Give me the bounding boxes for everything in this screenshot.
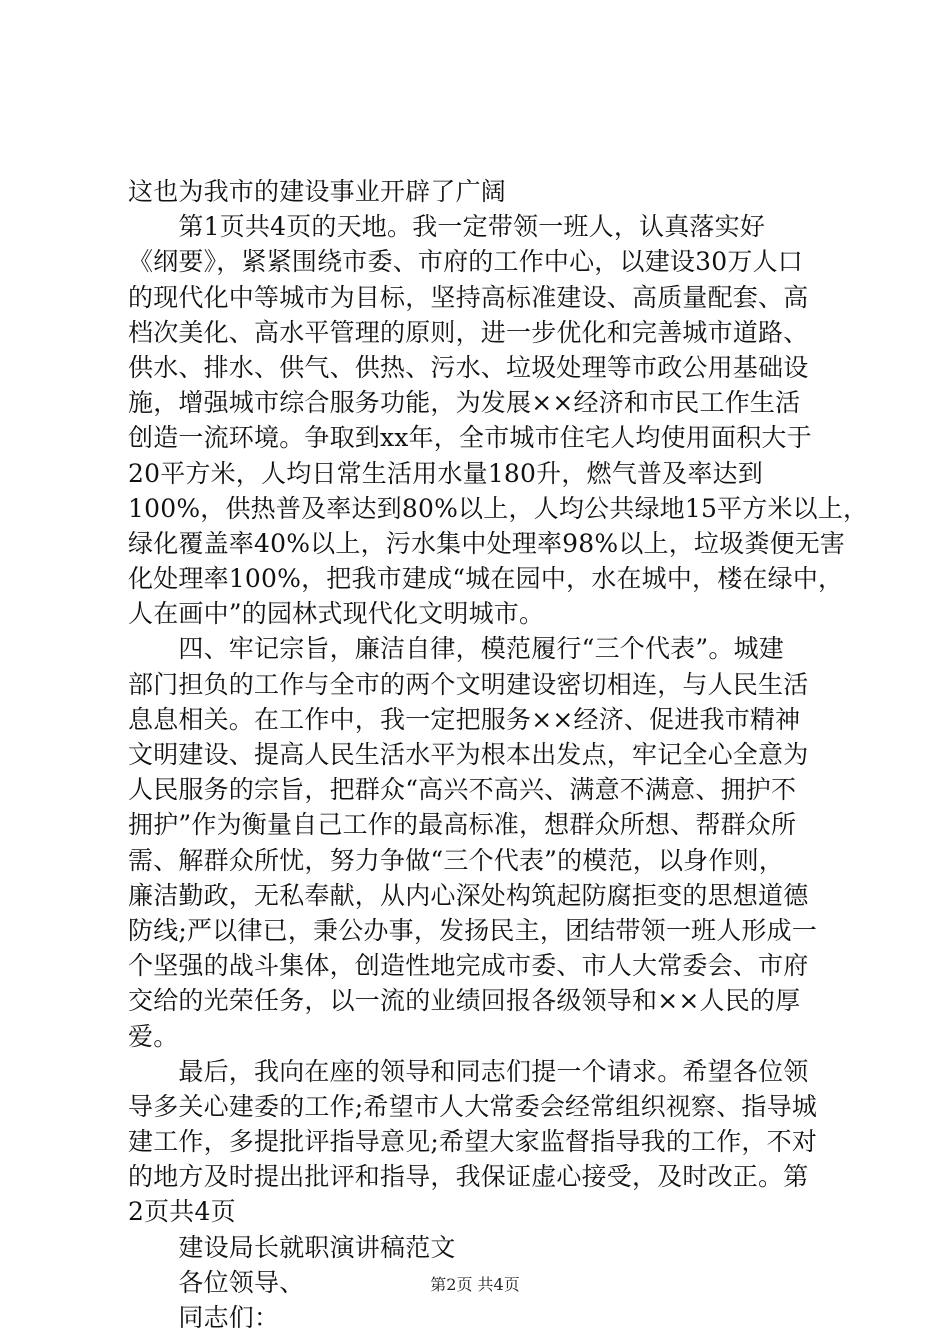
page-footer: 第2页 共4页 xyxy=(430,1275,520,1294)
text-line: 的地方及时提出批评和指导，我保证虚心接受，及时改正。第 xyxy=(128,1162,809,1192)
text-line: 第1页共4页的天地。我一定带领一班人，认真落实好 xyxy=(128,212,766,242)
text-line: 创造一流环境。争取到xx年，全市城市住宅人均使用面积大于 xyxy=(128,423,812,453)
text-line: 人在画中”的园林式现代化文明城市。 xyxy=(128,599,545,629)
text-line: 建工作，多提批评指导意见;希望大家监督指导我的工作，不对 xyxy=(128,1127,818,1157)
text-line: 个坚强的战斗集体，创造性地完成市委、市人大常委会、市府 xyxy=(128,951,809,981)
text-line: 20平方米，人均日常生活用水量180升，燃气普及率达到 xyxy=(128,458,763,488)
text-line: 拥护”作为衡量自己工作的最高标准，想群众所想、帮群众所 xyxy=(128,810,797,840)
text-line: 四、牢记宗旨，廉洁自律，模范履行“三个代表”。城建 xyxy=(128,634,784,664)
text-line: 建设局长就职演讲稿范文 xyxy=(128,1232,456,1262)
text-line: 部门担负的工作与全市的两个文明建设密切相连，与人民生活 xyxy=(128,669,809,699)
text-line: 各位领导、 xyxy=(128,1267,305,1297)
text-line: 供水、排水、供气、供热、污水、垃圾处理等市政公用基础设 xyxy=(128,352,809,382)
text-line: 需、解群众所忧，努力争做“三个代表”的模范，以身作则， xyxy=(128,845,784,875)
text-line: 防线;严以律已，秉公办事，发扬民主，团结带领一班人形成一 xyxy=(128,915,818,945)
text-line: 的现代化中等城市为目标，坚持高标准建设、高质量配套、高 xyxy=(128,282,809,312)
text-line: 同志们： xyxy=(128,1303,280,1332)
text-line: 档次美化、高水平管理的原则，进一步优化和完善城市道路、 xyxy=(128,317,809,347)
text-line: 息息相关。在工作中，我一定把服务××经济、促进我市精神 xyxy=(128,704,801,734)
text-line: 人民服务的宗旨，把群众“高兴不高兴、满意不满意、拥护不 xyxy=(128,775,797,805)
text-line: 交给的光荣任务，以一流的业绩回报各级领导和××人民的厚 xyxy=(128,986,801,1016)
text-line: 化处理率100%，把我市建成“城在园中，水在城中，楼在绿中， xyxy=(128,564,844,594)
text-line: 廉洁勤政，无私奉献，从内心深处构筑起防腐拒变的思想道德 xyxy=(128,880,809,910)
text-line: 100%，供热普及率达到80%以上，人均公共绿地15平方米以上， xyxy=(128,493,869,523)
text-line: 施，增强城市综合服务功能，为发展××经济和市民工作生活 xyxy=(128,388,801,418)
text-line: 文明建设、提高人民生活水平为根本出发点，牢记全心全意为 xyxy=(128,740,809,769)
text-line: 绿化覆盖率40%以上，污水集中处理率98%以上，垃圾粪便无害 xyxy=(128,528,846,558)
text-line: 爱。 xyxy=(128,1021,179,1051)
text-line: 最后，我向在座的领导和同志们提一个请求。希望各位领 xyxy=(128,1056,809,1086)
text-line: 这也为我市的建设事业开辟了广阔 xyxy=(128,177,507,206)
document-body xyxy=(128,174,869,1335)
text-line: 导多关心建委的工作;希望市人大常委会经常组织视察、指导城 xyxy=(128,1091,818,1121)
text-line: 《纲要》，紧紧围绕市委、市府的工作中心，以建设30万人口 xyxy=(128,247,803,277)
text-line: 2页共4页 xyxy=(128,1197,236,1227)
